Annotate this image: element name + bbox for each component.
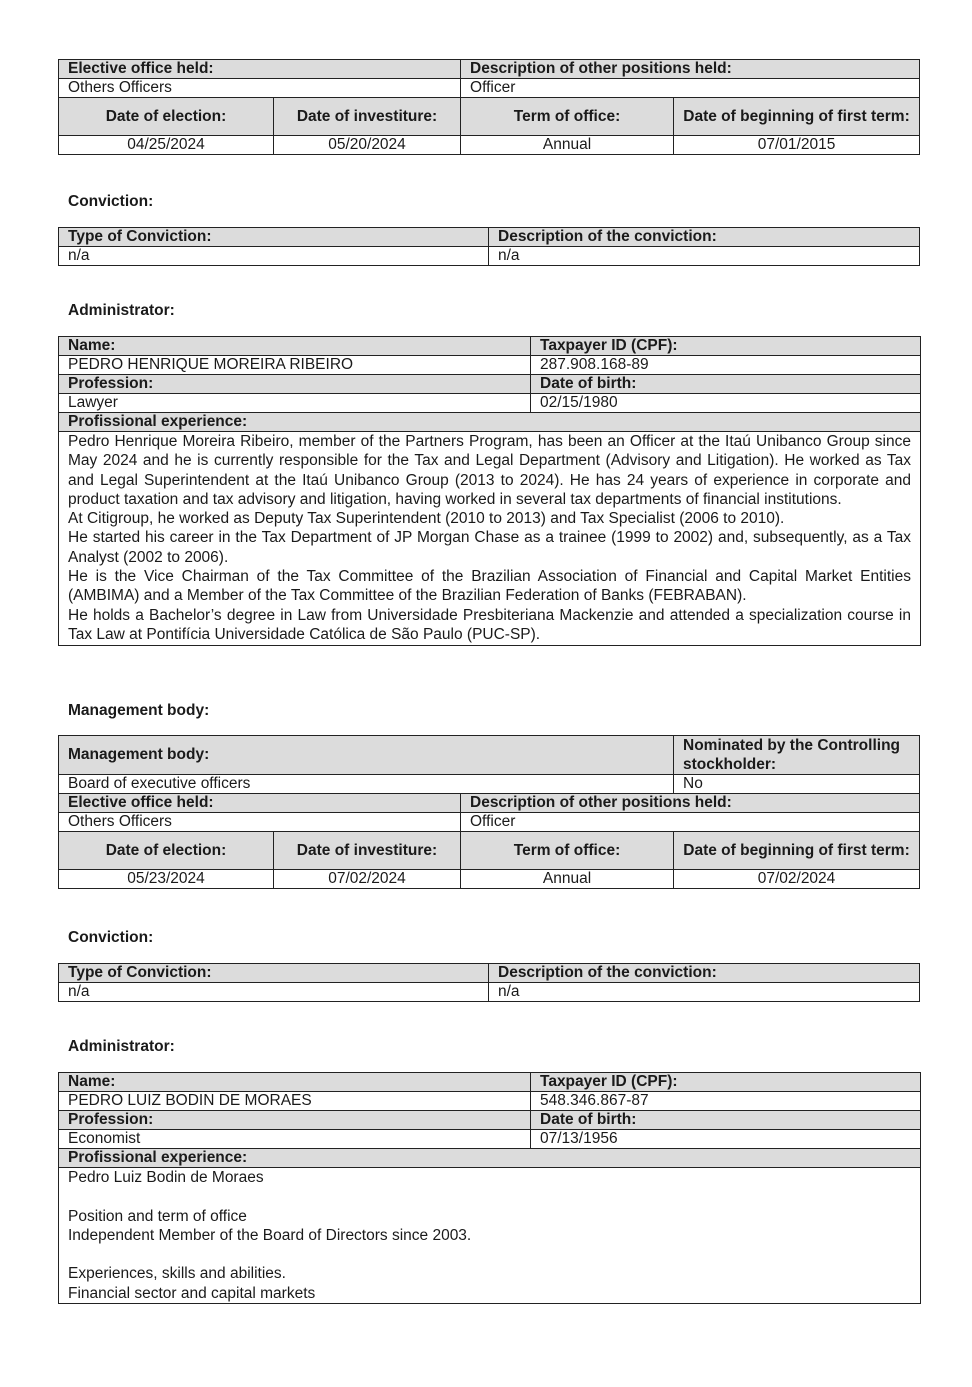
- conviction-desc-label: Description of the conviction:: [489, 964, 920, 983]
- administrator-heading-2: Administrator:: [68, 1038, 175, 1055]
- experience-line: [68, 1245, 911, 1264]
- experience-label: Profissional experience:: [59, 1149, 921, 1168]
- conviction-type-value: n/a: [59, 247, 489, 266]
- other-positions-label: Description of other positions held:: [461, 794, 920, 813]
- experience-paragraph: He is the Vice Chairman of the Tax Committee of the Brazilian Association of Financial and Capital Market Entities (AMBIMA) and a Member of the Tax Committee of the Brazilian Federation of Banks (FEBRABAN).: [68, 568, 911, 605]
- profession-value: Lawyer: [59, 394, 531, 413]
- experience-text: [59, 1168, 921, 1304]
- conviction-desc-label: Description of the conviction:: [489, 228, 920, 247]
- name-label: Name:: [59, 337, 531, 356]
- management-body-label: Management body:: [59, 736, 674, 775]
- date-investiture-value: 05/20/2024: [274, 136, 461, 155]
- elective-office-label: Elective office held:: [59, 60, 461, 79]
- mandate-table-1: [58, 59, 920, 155]
- date-election-label: Date of election:: [59, 832, 274, 870]
- elective-office-label: Elective office held:: [59, 794, 461, 813]
- first-term-value: 07/02/2024: [674, 870, 920, 889]
- administrator-table-1: [58, 336, 921, 646]
- other-positions-value: Officer: [461, 813, 920, 832]
- first-term-value: 07/01/2015: [674, 136, 920, 155]
- experience-line: Position and term of office: [68, 1207, 247, 1225]
- dob-label: Date of birth:: [531, 375, 921, 394]
- date-investiture-label: Date of investiture:: [274, 98, 461, 136]
- management-body-value: Board of executive officers: [59, 775, 674, 794]
- dob-label: Date of birth:: [531, 1111, 921, 1130]
- conviction-type-value: n/a: [59, 983, 489, 1002]
- management-body-heading: Management body:: [68, 702, 210, 719]
- experience-text: [59, 432, 921, 646]
- date-election-value: 04/25/2024: [59, 136, 274, 155]
- conviction-table-1: [58, 227, 920, 266]
- conviction-desc-value: n/a: [489, 247, 920, 266]
- elective-office-value: Others Officers: [59, 813, 461, 832]
- first-term-label: Date of beginning of first term:: [674, 98, 920, 136]
- term-label: Term of office:: [461, 832, 674, 870]
- other-positions-label: Description of other positions held:: [461, 60, 920, 79]
- experience-line: [68, 1187, 911, 1206]
- management-table: [58, 735, 920, 889]
- experience-line: Pedro Luiz Bodin de Moraes: [68, 1169, 264, 1186]
- conviction-heading-1: Conviction:: [68, 193, 154, 210]
- conviction-type-label: Type of Conviction:: [59, 228, 489, 247]
- conviction-heading-2: Conviction:: [68, 929, 154, 946]
- administrator-table-2: [58, 1072, 921, 1304]
- nominated-value: No: [674, 775, 920, 794]
- cpf-value: 548.346.867-87: [531, 1092, 921, 1111]
- experience-line: Experiences, skills and abilities.: [68, 1265, 286, 1283]
- experience-paragraph: He started his career in the Tax Department of JP Morgan Chase as a trainee (1999 to 2002) and, subsequently, as a Tax Analyst (2002 to 2006).: [68, 529, 911, 566]
- cpf-label: Taxpayer ID (CPF):: [531, 1073, 921, 1092]
- conviction-table-2: [58, 963, 920, 1002]
- first-term-label: Date of beginning of first term:: [674, 832, 920, 870]
- profession-label: Profession:: [59, 375, 531, 394]
- nominated-label: Nominated by the Controlling stockholder:: [674, 736, 920, 775]
- dob-value: 02/15/1980: [531, 394, 921, 413]
- date-investiture-value: 07/02/2024: [274, 870, 461, 889]
- profession-value: Economist: [59, 1130, 531, 1149]
- experience-label: Profissional experience:: [59, 413, 921, 432]
- term-value: Annual: [461, 136, 674, 155]
- date-election-label: Date of election:: [59, 98, 274, 136]
- elective-office-value: Others Officers: [59, 79, 461, 98]
- name-value: PEDRO LUIZ BODIN DE MORAES: [59, 1092, 531, 1111]
- name-label: Name:: [59, 1073, 531, 1092]
- experience-paragraph: He holds a Bachelor’s degree in Law from Universidade Presbiteriana Mackenzie and attended a specialization course in Tax Law at Pontifícia Universidade Católica de São Paulo (PUC-SP).: [68, 606, 911, 643]
- cpf-value: 287.908.168-89: [531, 356, 921, 375]
- experience-paragraph: At Citigroup, he worked as Deputy Tax Superintendent (2010 to 2013) and Tax Specialist (2006 to 2010).: [68, 510, 785, 528]
- conviction-desc-value: n/a: [489, 983, 920, 1002]
- other-positions-value: Officer: [461, 79, 920, 98]
- term-label: Term of office:: [461, 98, 674, 136]
- experience-paragraph: Pedro Henrique Moreira Ribeiro, member of the Partners Program, has been an Officer at the Itaú Unibanco Group since May 2024 and he is currently responsible for the Tax and Legal Department (Advisory and Litigation). He worked as Tax and Legal Superintendent at the Itaú Unibanco Group (2013 to 2024). He has 24 years of experience in corporate and product taxation and tax advisory and litigation, having worked in several tax departments of financial institutions.: [68, 433, 911, 508]
- cpf-label: Taxpayer ID (CPF):: [531, 337, 921, 356]
- name-value: PEDRO HENRIQUE MOREIRA RIBEIRO: [59, 356, 531, 375]
- experience-line: Independent Member of the Board of Directors since 2003.: [68, 1226, 472, 1244]
- dob-value: 07/13/1956: [531, 1130, 921, 1149]
- conviction-type-label: Type of Conviction:: [59, 964, 489, 983]
- administrator-heading-1: Administrator:: [68, 302, 175, 319]
- experience-line: Financial sector and capital markets: [68, 1284, 316, 1302]
- date-investiture-label: Date of investiture:: [274, 832, 461, 870]
- term-value: Annual: [461, 870, 674, 889]
- profession-label: Profession:: [59, 1111, 531, 1130]
- date-election-value: 05/23/2024: [59, 870, 274, 889]
